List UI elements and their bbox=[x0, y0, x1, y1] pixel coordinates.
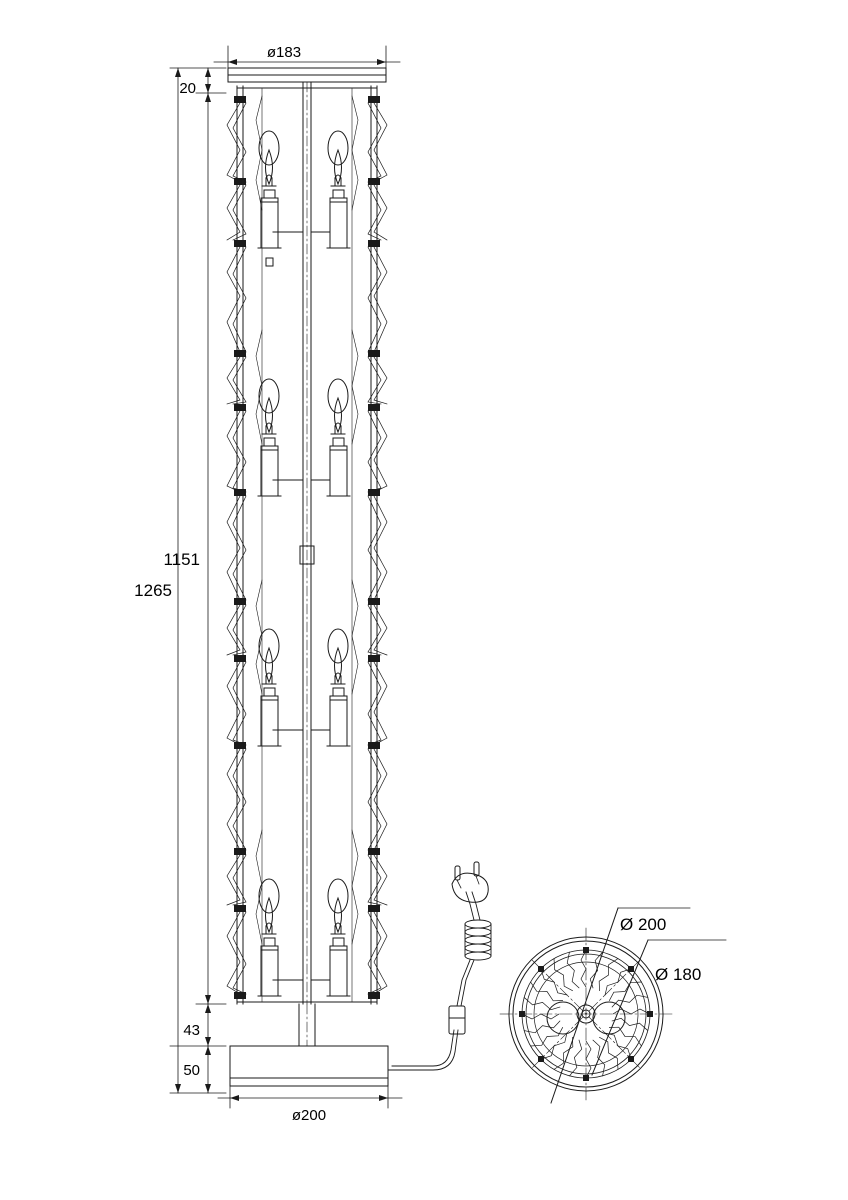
lamp-row-2 bbox=[258, 379, 350, 496]
power-cord bbox=[388, 862, 491, 1070]
cord-coil bbox=[465, 920, 491, 960]
front-elevation bbox=[227, 68, 388, 1086]
base-height-label: 50 bbox=[183, 1062, 200, 1079]
lamp-row-1 bbox=[258, 131, 350, 266]
top-cap-height-label: 20 bbox=[179, 80, 196, 97]
base-diameter-label: ø200 bbox=[291, 1107, 327, 1124]
stem-gap-label: 43 bbox=[183, 1022, 200, 1039]
lamp-row-4 bbox=[258, 879, 350, 996]
shade-diameter-label: ø183 bbox=[266, 44, 302, 61]
body-height-label: 1151 bbox=[163, 550, 200, 569]
dimension-lines bbox=[170, 46, 402, 1108]
overall-height-label: 1265 bbox=[134, 581, 172, 600]
top-plan-view bbox=[500, 908, 726, 1103]
plan-inner-diameter-label: Ø 180 bbox=[655, 965, 702, 984]
lamp-row-3 bbox=[258, 629, 350, 746]
plug-icon bbox=[452, 862, 488, 902]
plan-outer-diameter-label: Ø 200 bbox=[620, 915, 667, 934]
